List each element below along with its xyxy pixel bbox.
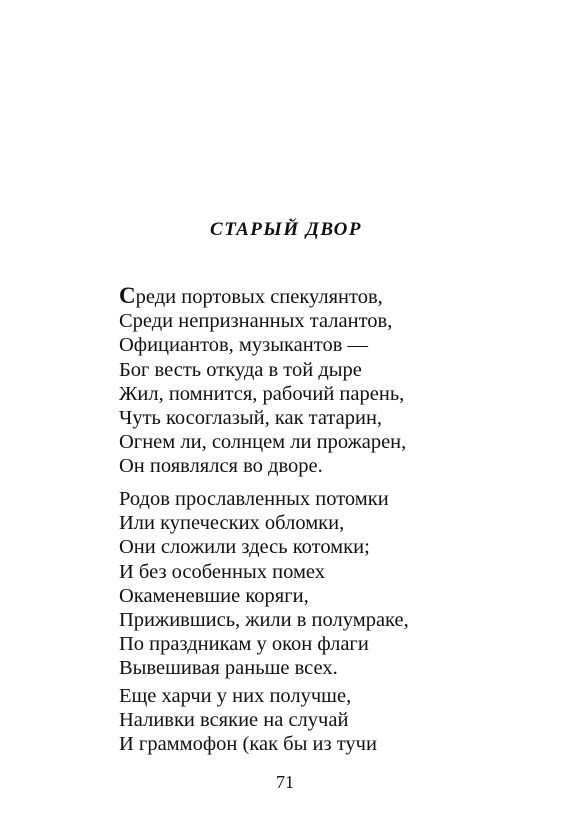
verse-line-text: реди портовых спекулянтов, bbox=[135, 286, 383, 308]
drop-cap-initial: С bbox=[119, 283, 136, 308]
verse-line: Окаменевшие коряги, bbox=[119, 584, 309, 607]
verse-line: Среди непризнанных талантов, bbox=[119, 310, 393, 333]
verse-line: Прижившись, жили в полумраке, bbox=[119, 609, 409, 632]
verse-line: Наливки всякие на случай bbox=[119, 709, 349, 732]
verse-line: Бог весть откуда в той дыре bbox=[119, 358, 362, 381]
stanza-1 bbox=[119, 284, 406, 479]
verse-line: Родов прославленных потомки bbox=[119, 488, 389, 510]
verse-line: Жил, помнится, рабочий парень, bbox=[119, 382, 405, 405]
verse-line: Он появлялся во дворе. bbox=[119, 455, 323, 478]
verse-line: Вывешивая раньше всех. bbox=[119, 657, 338, 680]
verse-line: Или купеческих обломки, bbox=[119, 512, 345, 535]
poem-title: СТАРЫЙ ДВОР bbox=[210, 219, 362, 240]
verse-line: Огнем ли, солнцем ли прожарен, bbox=[119, 431, 407, 454]
verse-line bbox=[119, 284, 406, 309]
verse-line: Еще харчи у них получше, bbox=[119, 685, 352, 707]
verse-line: И граммофон (как бы из тучи bbox=[119, 733, 377, 756]
verse-line: И без особенных помех bbox=[119, 560, 326, 583]
verse-line: Они сложили здесь котомки; bbox=[119, 536, 370, 559]
stanza-2 bbox=[119, 487, 409, 681]
verse-line: Чуть косоглазый, как татарин, bbox=[119, 407, 383, 430]
page-number: 71 bbox=[276, 772, 294, 792]
verse-line: Официантов, музыкантов — bbox=[119, 334, 368, 357]
verse-line: По праздникам у окон флаги bbox=[119, 633, 369, 656]
stanza-3 bbox=[119, 684, 377, 757]
